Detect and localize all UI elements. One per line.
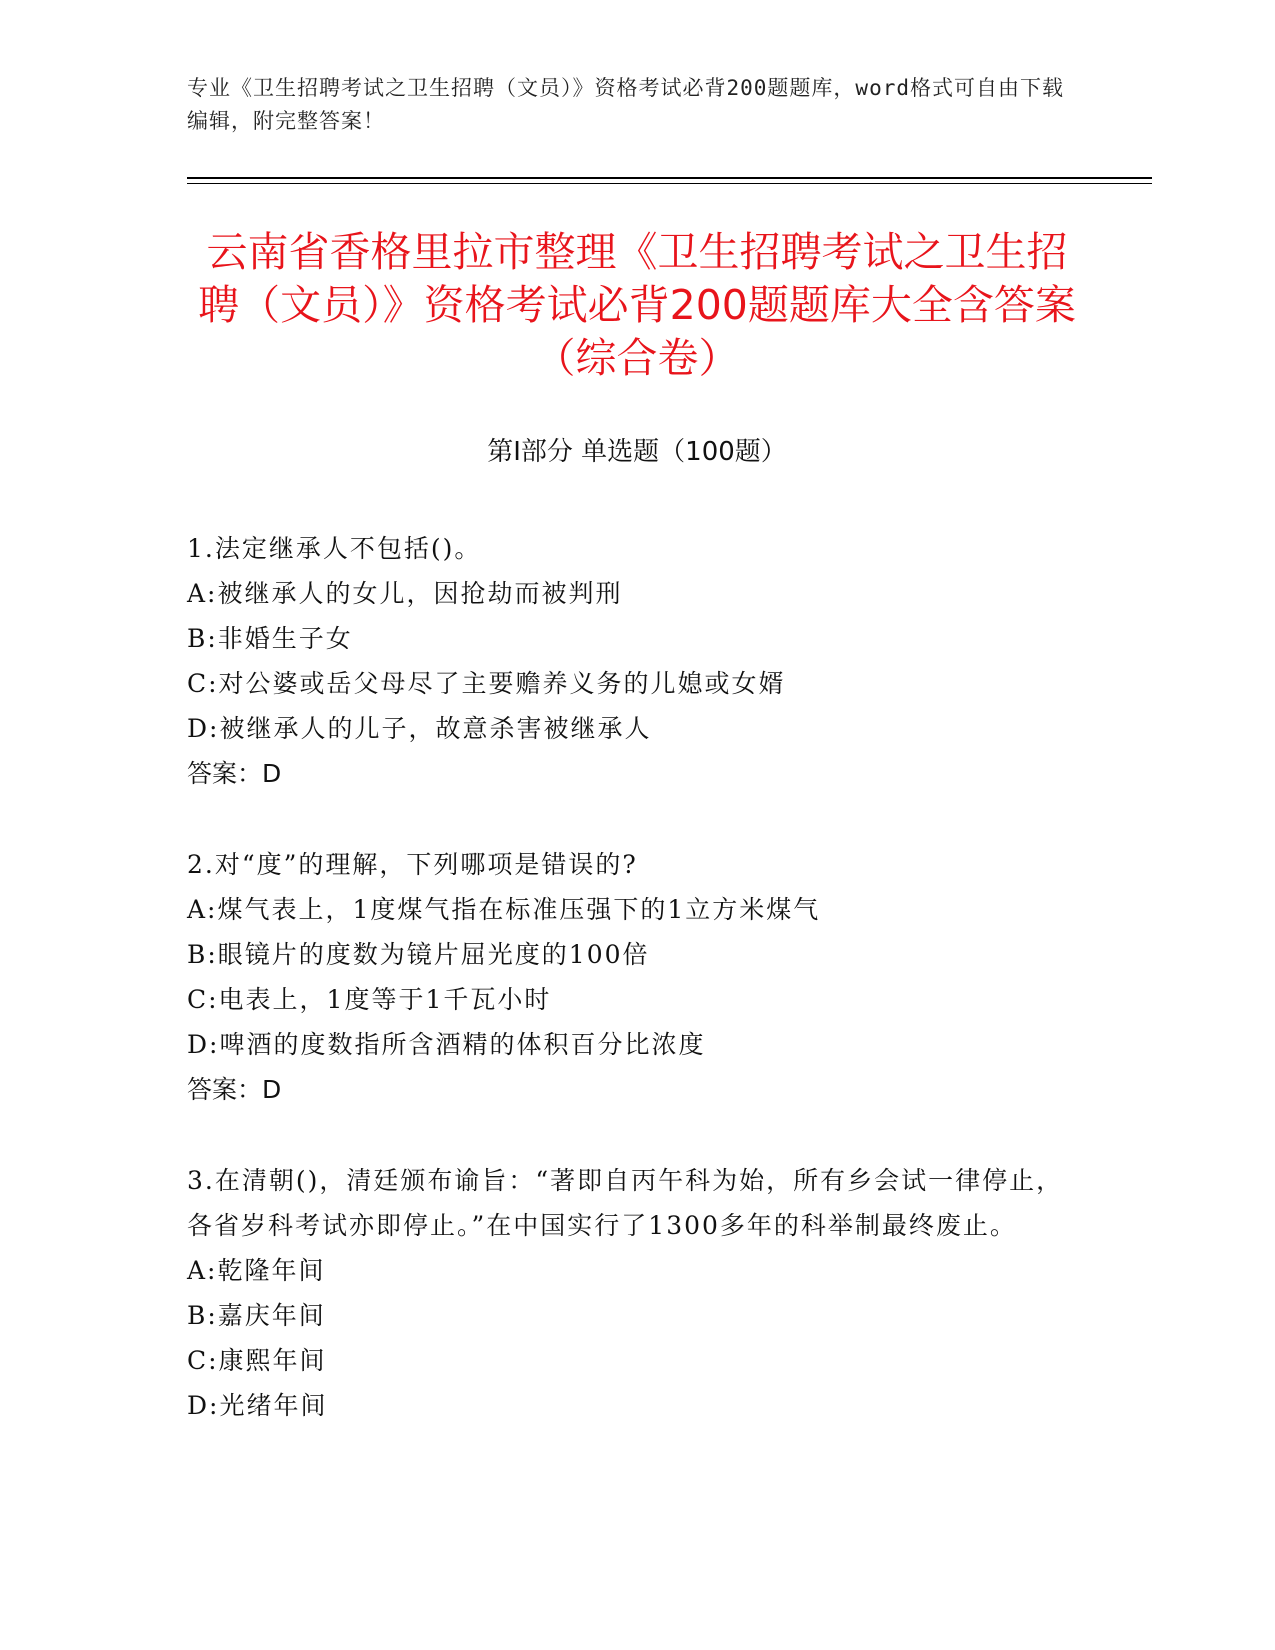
option-a: A:被继承人的女儿，因抢劫而被判刑 bbox=[187, 579, 623, 608]
option-a: A:乾隆年间 bbox=[187, 1256, 326, 1285]
question-text: 2.对“度”的理解，下列哪项是错误的? bbox=[187, 850, 638, 879]
question-3 bbox=[187, 1158, 1087, 1428]
option-b: B:眼镜片的度数为镜片屈光度的100倍 bbox=[187, 940, 650, 969]
option-c: C:对公婆或岳父母尽了主要赡养义务的儿媳或女婿 bbox=[187, 669, 786, 698]
option-c: C:电表上，1度等于1千瓦小时 bbox=[187, 985, 552, 1014]
option-a: A:煤气表上，1度煤气指在标准压强下的1立方米煤气 bbox=[187, 895, 821, 924]
header-rule-thick bbox=[187, 177, 1152, 179]
option-d: D:啤酒的度数指所含酒精的体积百分比浓度 bbox=[187, 1030, 706, 1059]
section-title: 第Ⅰ部分 单选题（100题） bbox=[487, 437, 787, 467]
question-2 bbox=[187, 842, 1087, 1112]
option-d: D:光绪年间 bbox=[187, 1391, 328, 1420]
option-c: C:康熙年间 bbox=[187, 1346, 327, 1375]
question-1 bbox=[187, 526, 1087, 796]
header-note: 专业《卫生招聘考试之卫生招聘（文员）》资格考试必背200题题库，word格式可自由下载编辑，附完整答案！ bbox=[187, 76, 1064, 133]
question-text: 3.在清朝()，清廷颁布谕旨：“著即自丙午科为始，所有乡会试一律停止，各省岁科考试亦即停止。”在中国实行了1300多年的科举制最终废止。 bbox=[187, 1166, 1064, 1240]
option-b: B:非婚生子女 bbox=[187, 624, 353, 653]
header-rule-thin bbox=[187, 183, 1152, 184]
option-b: B:嘉庆年间 bbox=[187, 1301, 326, 1330]
answer-label: 答案：D bbox=[187, 1075, 282, 1104]
document-title: 云南省香格里拉市整理《卫生招聘考试之卫生招聘（文员）》资格考试必背200题题库大全含答案（综合卷） bbox=[198, 228, 1076, 382]
question-list bbox=[187, 526, 1087, 1474]
answer-label: 答案：D bbox=[187, 759, 282, 788]
option-d: D:被继承人的儿子，故意杀害被继承人 bbox=[187, 714, 652, 743]
question-text: 1.法定继承人不包括()。 bbox=[187, 534, 482, 563]
